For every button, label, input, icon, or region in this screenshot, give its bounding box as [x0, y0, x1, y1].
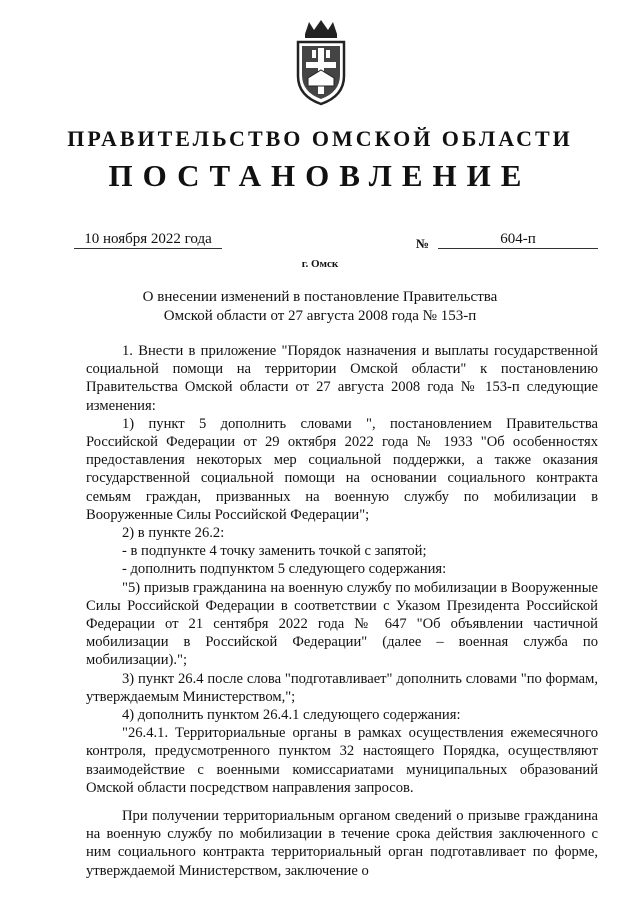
- document-number: 604-п: [438, 230, 598, 249]
- document-type-title: ПОСТАНОВЛЕНИЕ: [108, 158, 532, 193]
- city-label: г. Омск: [301, 258, 339, 270]
- government-title: ПРАВИТЕЛЬСТВО ОМСКОЙ ОБЛАСТИ: [67, 126, 573, 151]
- paragraph: - в подпункте 4 точку заменить точкой с запятой;: [122, 543, 427, 560]
- document-date: 10 ноября 2022 года: [74, 230, 222, 249]
- paragraph: 1. Внести в приложение "Порядок назначения и выплаты государственной социальной помощи на территории Омской области" к постановлению Правительства Омской области от 27 августа 2008 года № 153-п следующие изменения:: [86, 343, 598, 414]
- paragraph: - дополнить подпунктом 5 следующего содержания:: [122, 561, 447, 578]
- omsk-coat-of-arms-icon: [292, 18, 350, 106]
- number-sign: №: [416, 236, 430, 251]
- paragraph: "26.4.1. Территориальные органы в рамках осуществления ежемесячного контроля, предусмотренного пунктом 32 настоящего Порядка, осуществляют взаимодействие с военными комиссариатами муниципальных образований Омской области посредством направления запросов.: [86, 725, 598, 796]
- paragraph: При получении территориальным органом сведений о призыве гражданина на военную службу по мобилизации в течение срока действия заключенного с ним социального контракта территориальный орган подготавливает по форме, утверждаемой Министерством, заключение о: [86, 808, 598, 879]
- document-subject: [100, 288, 540, 326]
- paragraph: 4) дополнить пунктом 26.4.1 следующего содержания:: [122, 707, 461, 724]
- document-body: [86, 342, 598, 880]
- paragraph: 2) в пункте 26.2:: [122, 525, 225, 542]
- subject-line-1: О внесении изменений в постановление Правительства: [142, 289, 498, 305]
- paragraph: "5) призыв гражданина на военную службу по мобилизации в Вооруженные Силы Российской Федерации в соответствии с Указом Президента Российской Федерации от 21 сентября 2022 года № 647 "Об объявлении частичной мобилизации в Российской Федерации" (далее – военная служба по мобилизации).";: [86, 579, 598, 669]
- paragraph: 1) пункт 5 дополнить словами ", постановлением Правительства Российской Федерации от 29 октября 2022 года № 1933 "Об особенностях предоставления некоторых мер социальной поддержки, а также оказания государственной социальной помощи на основании социального контракта семьям граждан, призванных на военную службу по мобилизации в Вооруженные Силы Российской Федерации";: [86, 415, 598, 523]
- paragraph: 3) пункт 26.4 после слова "подготавливает" дополнить словами "по формам, утверждаемым Министерством,";: [86, 670, 598, 705]
- subject-line-2: Омской области от 27 августа 2008 года № 153-п: [163, 308, 477, 324]
